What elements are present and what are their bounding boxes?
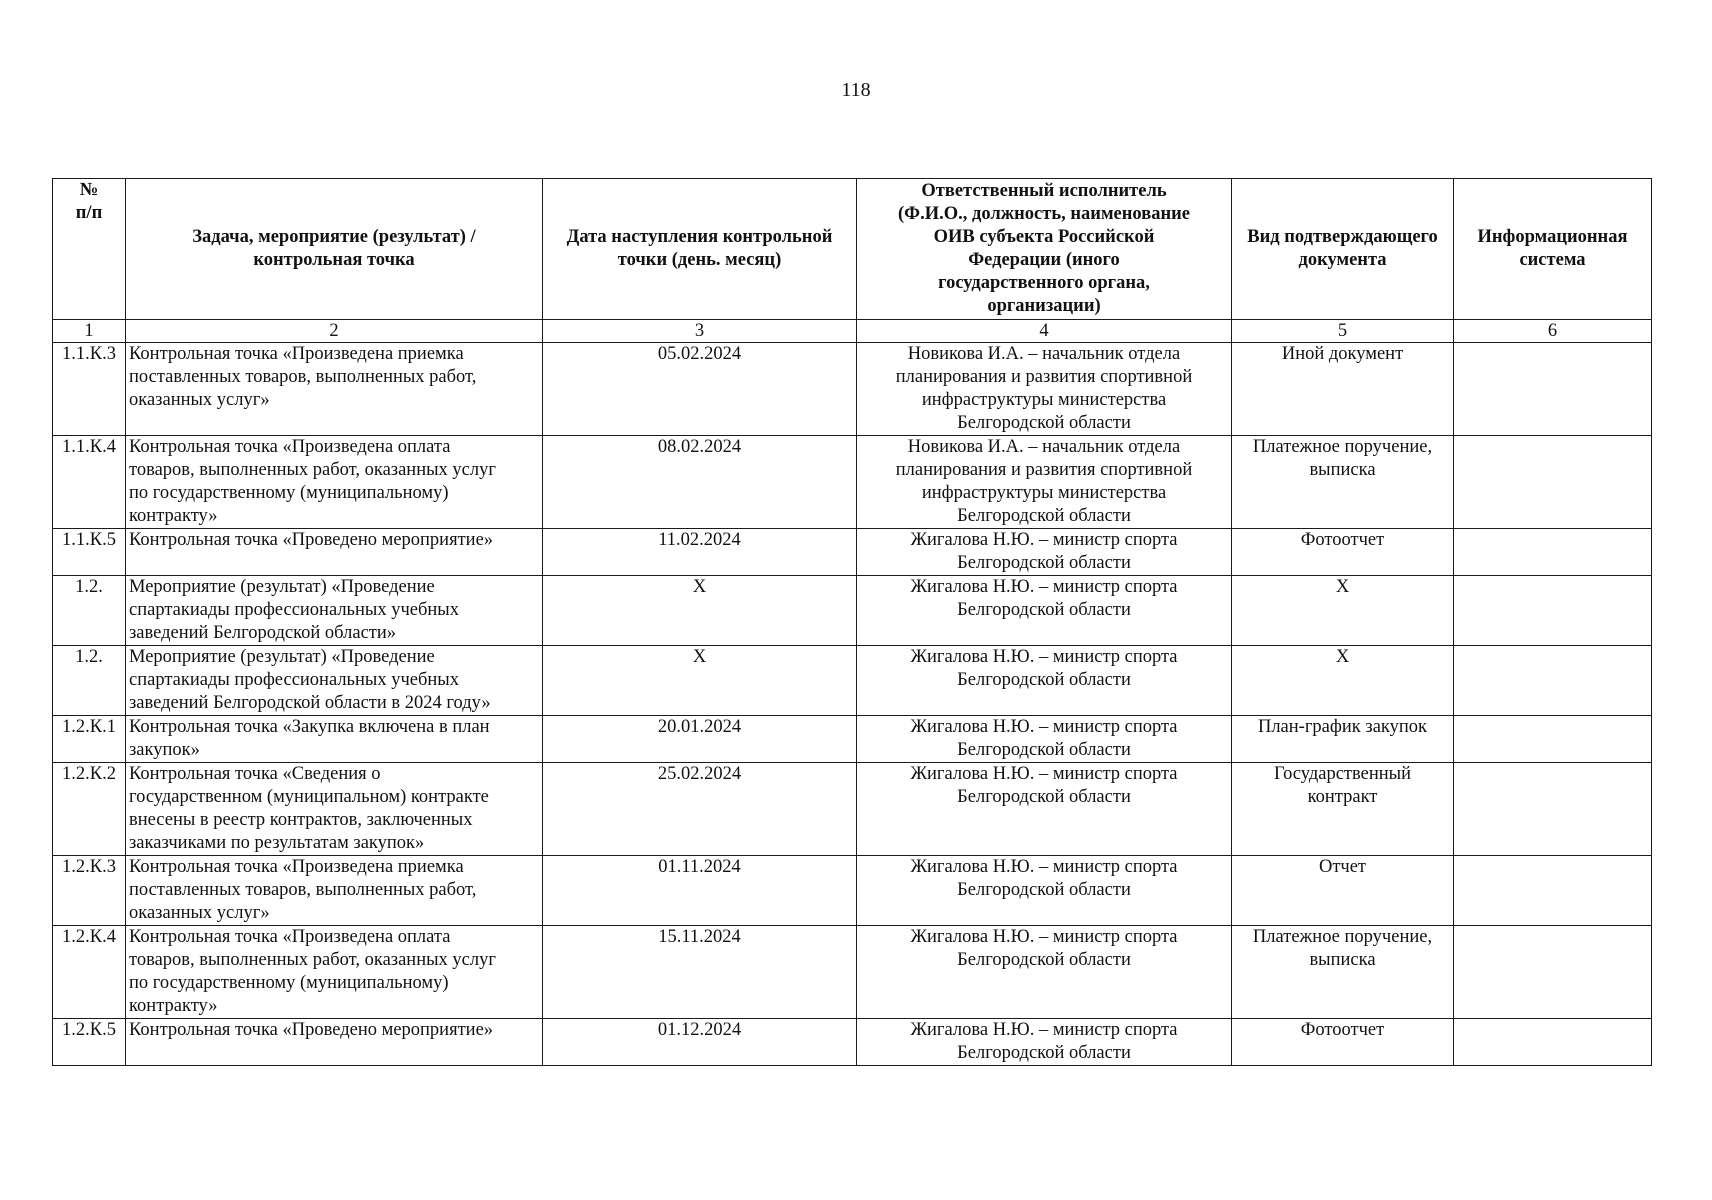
row-information-system [1454,436,1652,529]
row-information-system [1454,1019,1652,1066]
column-index: 4 [857,320,1232,343]
row-task: Контрольная точка «Проведено мероприятие» [126,1019,543,1066]
row-information-system [1454,576,1652,646]
row-task: Контрольная точка «Произведена приемка поставленных товаров, выполненных работ, оказанных услуг» [126,343,543,436]
row-responsible: Жигалова Н.Ю. – министр спорта Белгородской области [857,763,1232,856]
row-date: 25.02.2024 [543,763,857,856]
row-number: 1.2.К.2 [53,763,126,856]
row-document-type: X [1232,576,1454,646]
row-document-type: X [1232,646,1454,716]
table-row [53,343,1652,436]
header-task: Задача, мероприятие (результат) / контрольная точка [126,179,543,320]
row-number: 1.1.К.4 [53,436,126,529]
row-information-system [1454,763,1652,856]
control-points-table [52,178,1652,1066]
row-information-system [1454,646,1652,716]
row-number: 1.2.К.4 [53,926,126,1019]
row-document-type: Фотоотчет [1232,529,1454,576]
row-number: 1.2.К.1 [53,716,126,763]
table-row [53,436,1652,529]
column-index: 3 [543,320,857,343]
row-responsible: Жигалова Н.Ю. – министр спорта Белгородской области [857,529,1232,576]
row-task: Контрольная точка «Произведена оплата товаров, выполненных работ, оказанных услуг по государственному (муниципальному) контракту» [126,436,543,529]
row-information-system [1454,343,1652,436]
row-number: 1.2.К.3 [53,856,126,926]
row-document-type: Платежное поручение, выписка [1232,436,1454,529]
row-date: 01.11.2024 [543,856,857,926]
page-number: 118 [841,79,871,101]
row-date: 15.11.2024 [543,926,857,1019]
row-responsible: Жигалова Н.Ю. – министр спорта Белгородской области [857,646,1232,716]
row-number: 1.2.К.5 [53,1019,126,1066]
row-date: 11.02.2024 [543,529,857,576]
header-responsible: Ответственный исполнитель (Ф.И.О., должность, наименование ОИВ субъекта Российской Федерации (иного государственного органа, организации) [857,179,1232,320]
row-responsible: Новикова И.А. – начальник отдела планирования и развития спортивной инфраструктуры министерства Белгородской области [857,436,1232,529]
row-task: Контрольная точка «Проведено мероприятие» [126,529,543,576]
row-number: 1.1.К.3 [53,343,126,436]
row-task: Контрольная точка «Закупка включена в план закупок» [126,716,543,763]
row-date: X [543,576,857,646]
header-information-system: Информационная система [1454,179,1652,320]
row-task: Мероприятие (результат) «Проведение спартакиады профессиональных учебных заведений Белгородской области в 2024 году» [126,646,543,716]
row-task: Контрольная точка «Произведена оплата товаров, выполненных работ, оказанных услуг по государственному (муниципальному) контракту» [126,926,543,1019]
table-row [53,926,1652,1019]
table-row [53,763,1652,856]
column-index-row [53,320,1652,343]
row-document-type: Государственный контракт [1232,763,1454,856]
row-responsible: Жигалова Н.Ю. – министр спорта Белгородской области [857,1019,1232,1066]
row-document-type: План-график закупок [1232,716,1454,763]
row-document-type: Платежное поручение, выписка [1232,926,1454,1019]
table-row [53,716,1652,763]
header-document-type: Вид подтверждающего документа [1232,179,1454,320]
column-index: 1 [53,320,126,343]
row-document-type: Фотоотчет [1232,1019,1454,1066]
row-task: Контрольная точка «Сведения о государственном (муниципальном) контракте внесены в реестр контрактов, заключенных заказчиками по результатам закупок» [126,763,543,856]
table-header-row [53,179,1652,320]
row-responsible: Жигалова Н.Ю. – министр спорта Белгородской области [857,576,1232,646]
table-row [53,856,1652,926]
row-responsible: Новикова И.А. – начальник отдела планирования и развития спортивной инфраструктуры министерства Белгородской области [857,343,1232,436]
row-information-system [1454,856,1652,926]
row-responsible: Жигалова Н.Ю. – министр спорта Белгородской области [857,926,1232,1019]
row-date: 05.02.2024 [543,343,857,436]
row-task: Мероприятие (результат) «Проведение спартакиады профессиональных учебных заведений Белгородской области» [126,576,543,646]
row-responsible: Жигалова Н.Ю. – министр спорта Белгородской области [857,856,1232,926]
column-index: 5 [1232,320,1454,343]
row-document-type: Отчет [1232,856,1454,926]
row-date: 08.02.2024 [543,436,857,529]
row-date: 01.12.2024 [543,1019,857,1066]
row-date: 20.01.2024 [543,716,857,763]
row-number: 1.1.К.5 [53,529,126,576]
row-number: 1.2. [53,646,126,716]
row-responsible: Жигалова Н.Ю. – министр спорта Белгородской области [857,716,1232,763]
table-body [53,343,1652,1066]
table-row [53,576,1652,646]
column-index: 2 [126,320,543,343]
header-number: № п/п [53,179,126,320]
row-information-system [1454,529,1652,576]
table-row [53,1019,1652,1066]
table-row [53,646,1652,716]
row-task: Контрольная точка «Произведена приемка поставленных товаров, выполненных работ, оказанных услуг» [126,856,543,926]
header-date: Дата наступления контрольной точки (день. месяц) [543,179,857,320]
row-date: X [543,646,857,716]
row-information-system [1454,716,1652,763]
row-information-system [1454,926,1652,1019]
table-row [53,529,1652,576]
row-document-type: Иной документ [1232,343,1454,436]
row-number: 1.2. [53,576,126,646]
column-index: 6 [1454,320,1652,343]
